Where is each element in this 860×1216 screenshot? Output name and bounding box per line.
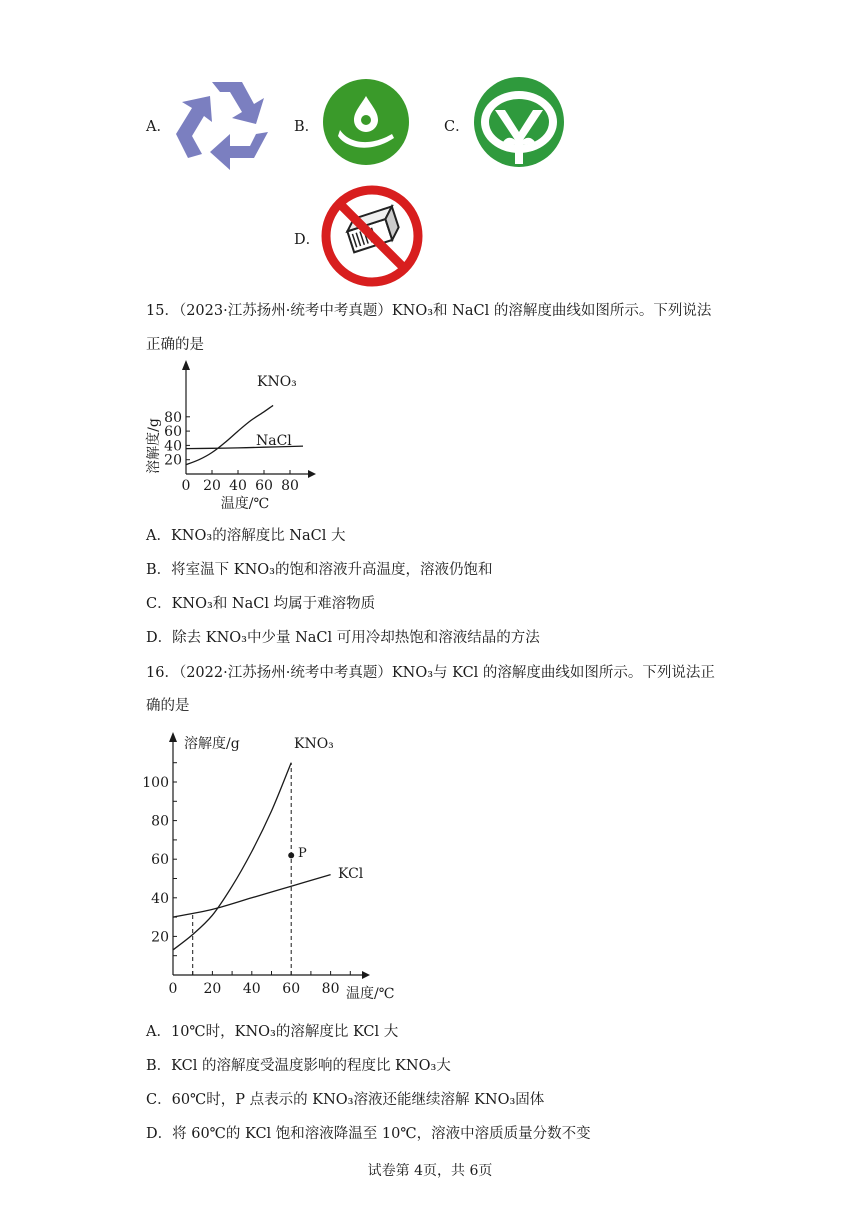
q16-series-kno3-label: KNO₃ xyxy=(294,736,334,752)
q16-point-p xyxy=(288,852,294,858)
q16-y-axis-arrow xyxy=(169,732,177,742)
q16-x-axis-arrow xyxy=(362,971,370,979)
q15-stem-line1: 15．（2023·江苏扬州·统考中考真题）KNO₃和 NaCl 的溶解度曲线如图所示。下列说法 xyxy=(146,303,712,319)
recycle-icon xyxy=(174,74,280,172)
option-d-label: D． xyxy=(294,232,321,248)
q16-chart xyxy=(140,726,410,1006)
q16-option-c: C．60℃时，P 点表示的 KNO₃溶液还能继续溶解 KNO₃固体 xyxy=(146,1092,545,1108)
q16-x-tick-label: 0 xyxy=(168,981,178,997)
water-saving-icon xyxy=(322,78,410,166)
q15-x-tick-label: 20 xyxy=(203,478,221,494)
q15-option-a: A．KNO₃的溶解度比 NaCl 大 xyxy=(146,528,346,544)
q16-option-a: A．10℃时，KNO₃的溶解度比 KCl 大 xyxy=(146,1024,399,1040)
q15-x-tick-label: 40 xyxy=(229,478,247,494)
green-food-icon xyxy=(473,76,565,168)
q16-stem-line1: 16．（2022·江苏扬州·统考中考真题）KNO₃与 KCl 的溶解度曲线如图所示。下列说法正 xyxy=(146,665,715,681)
q15-option-b: B．将室温下 KNO₃的饱和溶液升高温度，溶液仍饱和 xyxy=(146,562,493,578)
q15-option-c: C．KNO₃和 NaCl 均属于难溶物质 xyxy=(146,596,376,612)
q16-stem-line2: 确的是 xyxy=(146,698,190,714)
q15-series-kno3-label: KNO₃ xyxy=(257,374,297,390)
q15-y-tick-label: 60 xyxy=(164,424,182,441)
q16-point-p-label: P xyxy=(298,846,307,861)
q16-chart-plot xyxy=(142,732,370,997)
q16-y-tick-label: 60 xyxy=(151,852,169,869)
q16-x-tick-label: 60 xyxy=(282,981,301,997)
q15-y-tick-label: 40 xyxy=(164,438,182,455)
page-footer: 试卷第 4页，共 6页 xyxy=(367,1163,493,1179)
q16-y-axis-label: 溶解度/g xyxy=(184,736,240,752)
q15-chart xyxy=(140,356,330,514)
q16-series-line-kno3 xyxy=(173,763,291,950)
q16-x-tick-label: 40 xyxy=(242,981,261,997)
q15-option-d: D．除去 KNO₃中少量 NaCl 可用冷却热饱和溶液结晶的方法 xyxy=(146,630,540,646)
q16-option-b: B．KCl 的溶解度受温度影响的程度比 KNO₃大 xyxy=(146,1058,451,1074)
q16-series-line-kcl xyxy=(173,875,331,918)
q16-option-d: D．将 60℃的 KCl 饱和溶液降温至 10℃，溶液中溶质质量分数不变 xyxy=(146,1126,591,1142)
option-a-label: A． xyxy=(146,119,171,135)
q15-x-tick-label: 80 xyxy=(281,478,299,494)
q15-x-tick-label: 0 xyxy=(181,478,191,494)
q15-stem-line2: 正确的是 xyxy=(146,337,204,353)
q16-x-axis-label: 温度/℃ xyxy=(346,986,395,1002)
q15-y-tick-label: 20 xyxy=(164,452,182,469)
q16-x-tick-label: 80 xyxy=(321,981,340,997)
q16-x-tick-label: 20 xyxy=(203,981,222,997)
option-b-label: B． xyxy=(294,119,320,135)
q16-y-tick-label: 40 xyxy=(151,890,169,907)
q15-x-tick-label: 60 xyxy=(255,478,273,494)
q15-y-axis-arrow xyxy=(182,360,190,370)
q16-y-tick-label: 20 xyxy=(151,929,169,946)
q16-series-kcl-label: KCl xyxy=(338,866,364,882)
q15-x-axis-label: 温度/℃ xyxy=(220,496,270,512)
q15-y-tick-label: 80 xyxy=(164,409,182,426)
no-fire-matches-icon xyxy=(320,184,424,288)
q15-x-axis-arrow xyxy=(308,470,316,478)
q16-y-tick-label: 80 xyxy=(151,813,169,830)
q15-y-axis-label: 溶解度/g xyxy=(146,418,162,474)
q15-series-nacl-label: NaCl xyxy=(256,433,292,449)
q16-y-tick-label: 100 xyxy=(142,775,169,791)
option-c-label: C． xyxy=(444,119,470,135)
